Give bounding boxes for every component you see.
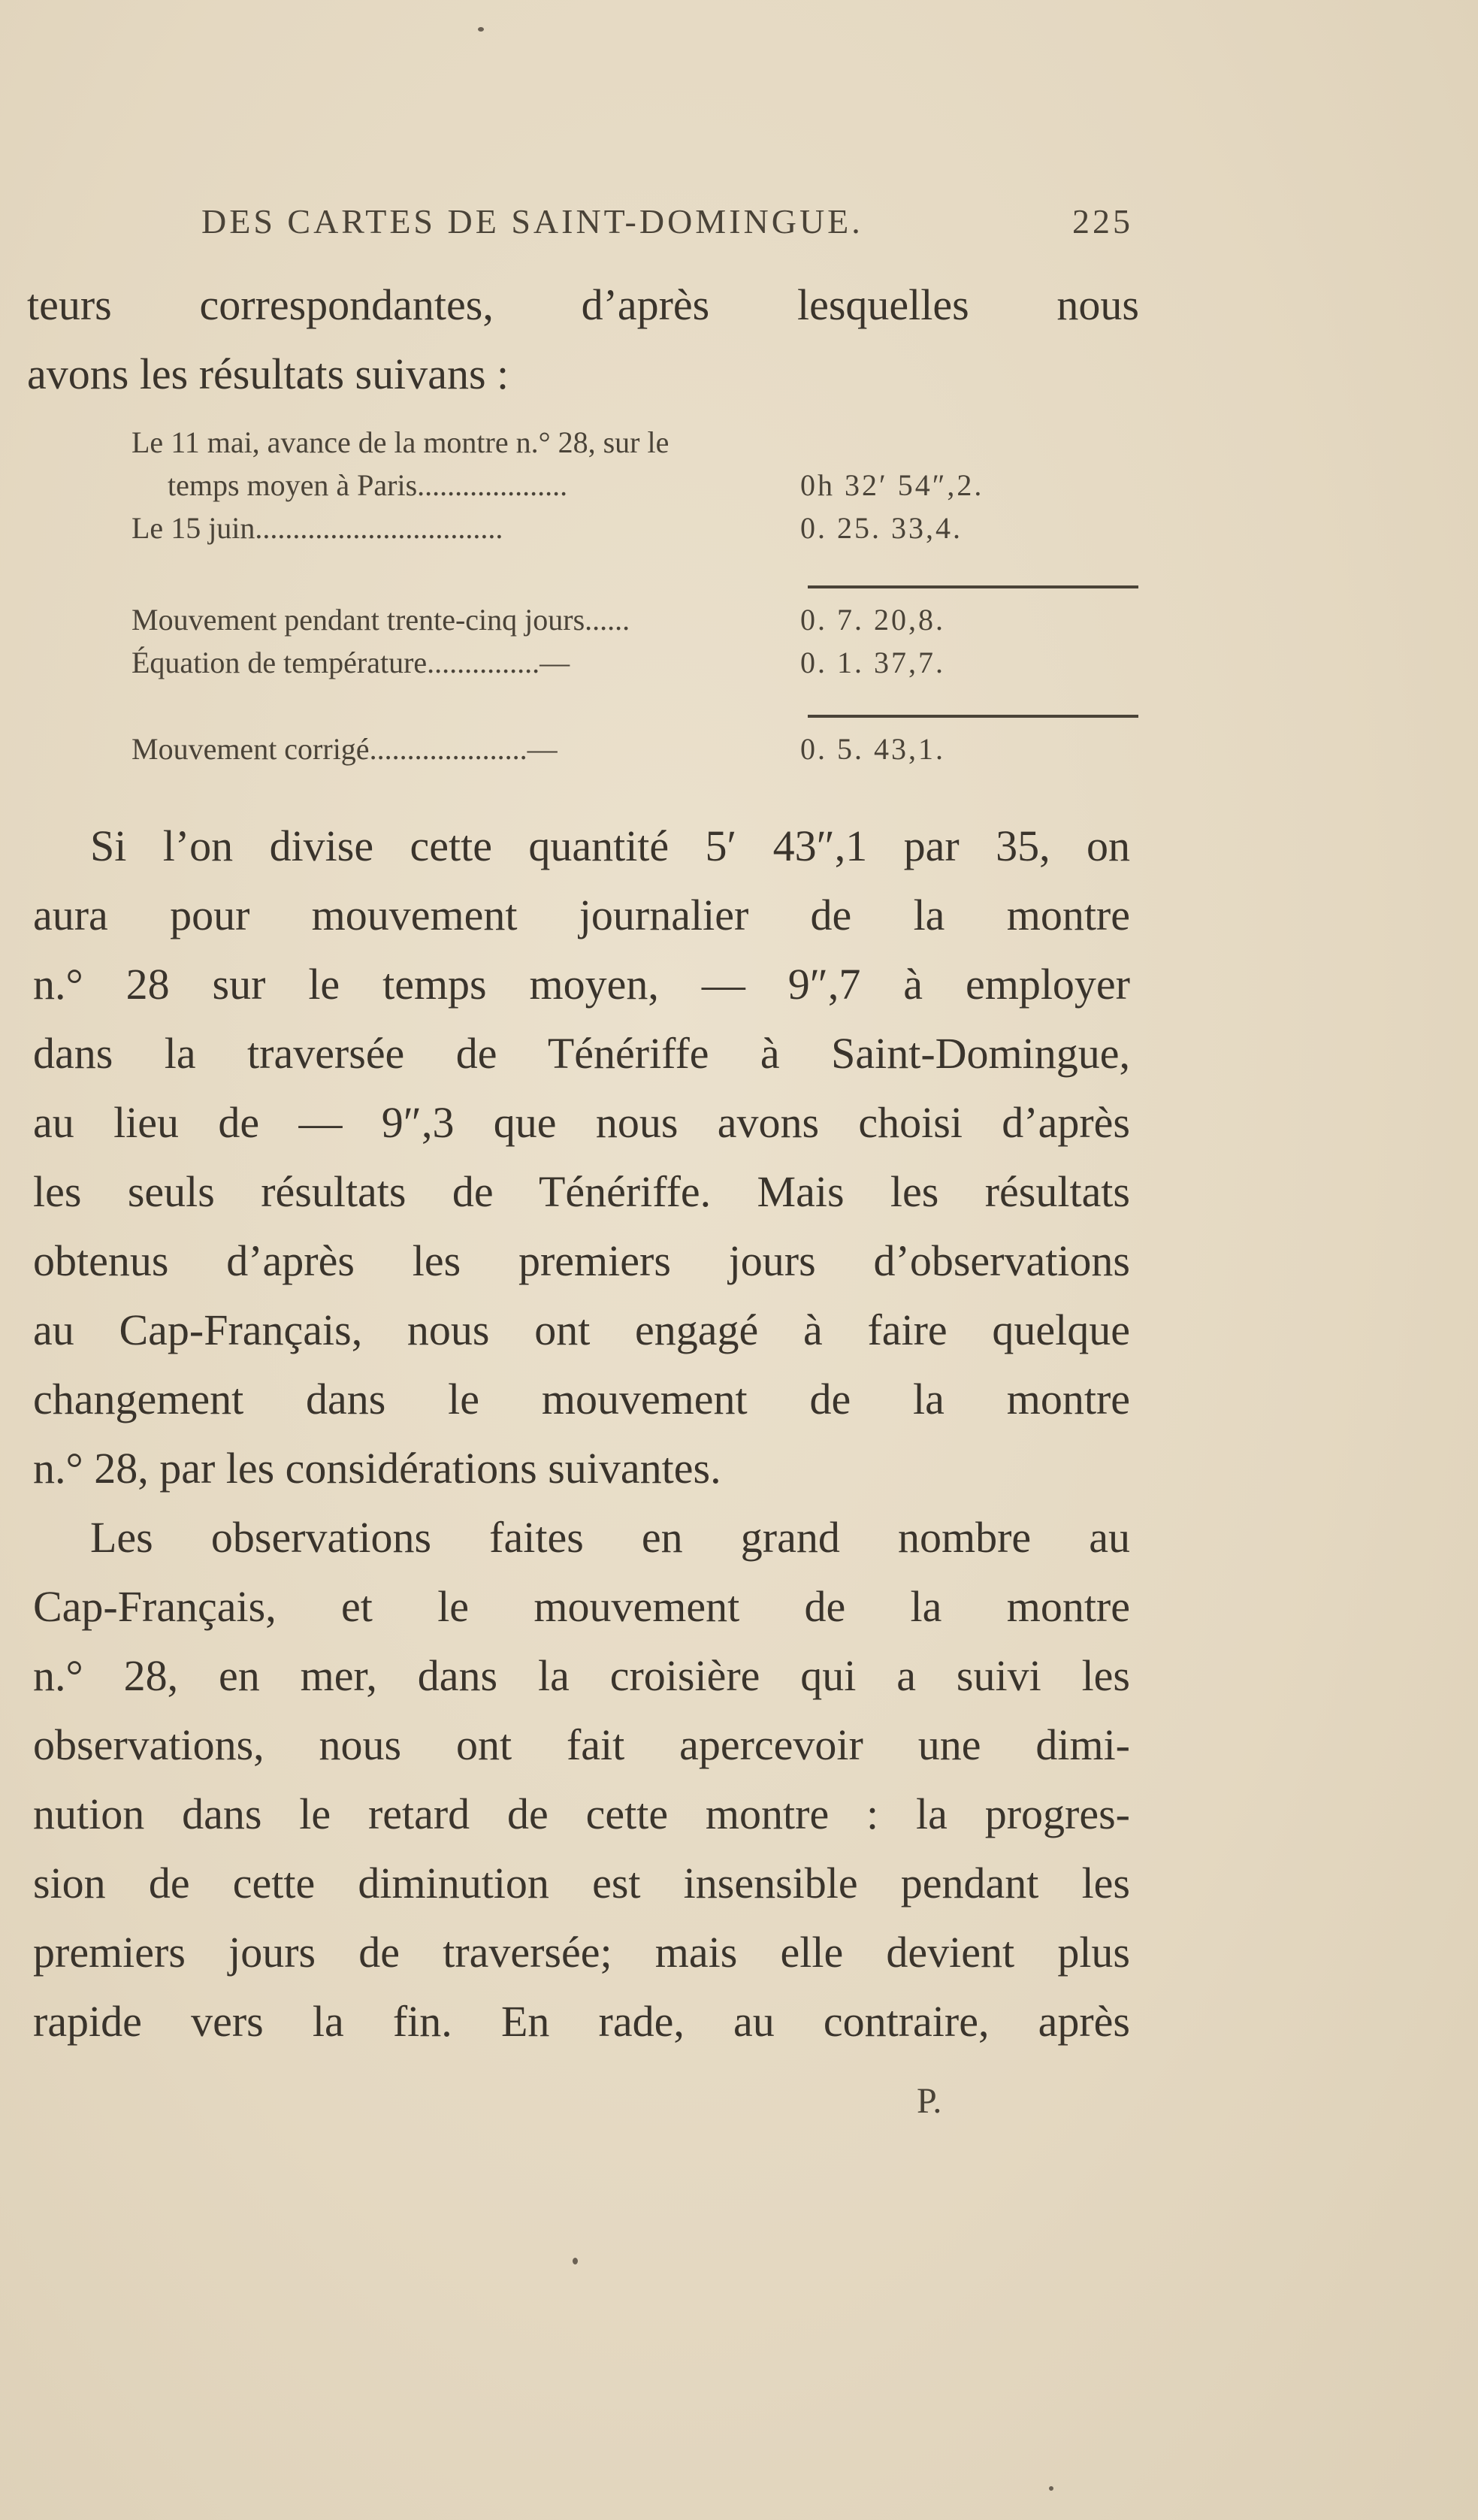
- table-row: [131, 645, 1007, 690]
- table-row: [131, 510, 1007, 555]
- row-value: 0. 5. 43,1.: [800, 732, 945, 766]
- text-line: teurs correspondantes, d’après lesquelles nous: [27, 280, 1139, 329]
- text-line: au Cap-Français, nous ont engagé à faire quelque: [33, 1305, 1130, 1354]
- table-row: [131, 425, 1007, 470]
- intro-text: [27, 271, 1139, 409]
- page-number: 225: [1072, 202, 1133, 241]
- row-value: 0. 7. 20,8.: [800, 603, 945, 637]
- text-line: n.° 28 sur le temps moyen, — 9″,7 à employer: [33, 960, 1130, 1009]
- text-line: rapide vers la fin. En rade, au contraire, après: [33, 1997, 1130, 2046]
- sum-rule: [808, 715, 1138, 718]
- text-line: nution dans le retard de cette montre : la progres-: [33, 1789, 1130, 1838]
- text-line: avons les résultats suivans :: [27, 349, 509, 398]
- signature-mark: P.: [917, 2081, 942, 2121]
- text-line: obtenus d’après les premiers jours d’observations: [33, 1236, 1130, 1285]
- table-row: [131, 602, 1007, 647]
- text-line: n.° 28, par les considérations suivantes.: [33, 1444, 721, 1493]
- row-value: 0. 25. 33,4.: [800, 511, 963, 545]
- row-label: Équation de température...............—: [131, 646, 570, 679]
- running-title: DES CARTES DE SAINT-DOMINGUE.: [201, 202, 863, 241]
- row-label: Le 11 mai, avance de la montre n.° 28, sur le: [131, 425, 669, 459]
- table-row: [131, 731, 1007, 776]
- text-line: aura pour mouvement journalier de la montre: [33, 891, 1130, 939]
- row-label: temps moyen à Paris....................: [168, 468, 568, 502]
- text-line: changement dans le mouvement de la montre: [33, 1375, 1130, 1423]
- text-line: premiers jours de traversée; mais elle devient plus: [33, 1928, 1130, 1977]
- text-line: dans la traversée de Ténériffe à Saint-Domingue,: [33, 1029, 1130, 1078]
- text-line: Cap-Français, et le mouvement de la montre: [33, 1582, 1130, 1631]
- paper-speck: [478, 27, 484, 32]
- paragraph: [33, 1503, 1130, 2056]
- row-value: 0. 1. 37,7.: [800, 646, 945, 679]
- text-line: Si l’on divise cette quantité 5′ 43″,1 par 35, on: [90, 821, 1130, 870]
- sum-rule: [808, 585, 1138, 588]
- paper-speck: [1049, 2486, 1053, 2491]
- paper-speck: [573, 2258, 578, 2264]
- text-line: Les observations faites en grand nombre au: [90, 1513, 1130, 1562]
- row-label: Mouvement pendant trente-cinq jours......: [131, 603, 630, 637]
- text-line: au lieu de — 9″,3 que nous avons choisi d’après: [33, 1098, 1130, 1147]
- text-line: n.° 28, en mer, dans la croisière qui a suivi les: [33, 1651, 1130, 1700]
- row-label: Mouvement corrigé.....................—: [131, 732, 558, 766]
- text-line: observations, nous ont fait apercevoir une dimi-: [33, 1720, 1130, 1769]
- row-label: Le 15 juin.................................: [131, 511, 503, 545]
- row-value: 0h 32′ 54″,2.: [800, 468, 984, 502]
- paragraph: [33, 812, 1130, 1503]
- table-row: [131, 467, 1007, 513]
- body-text: [33, 812, 1130, 2056]
- text-line: sion de cette diminution est insensible pendant les: [33, 1859, 1130, 1907]
- text-line: les seuls résultats de Ténériffe. Mais les résultats: [33, 1167, 1130, 1216]
